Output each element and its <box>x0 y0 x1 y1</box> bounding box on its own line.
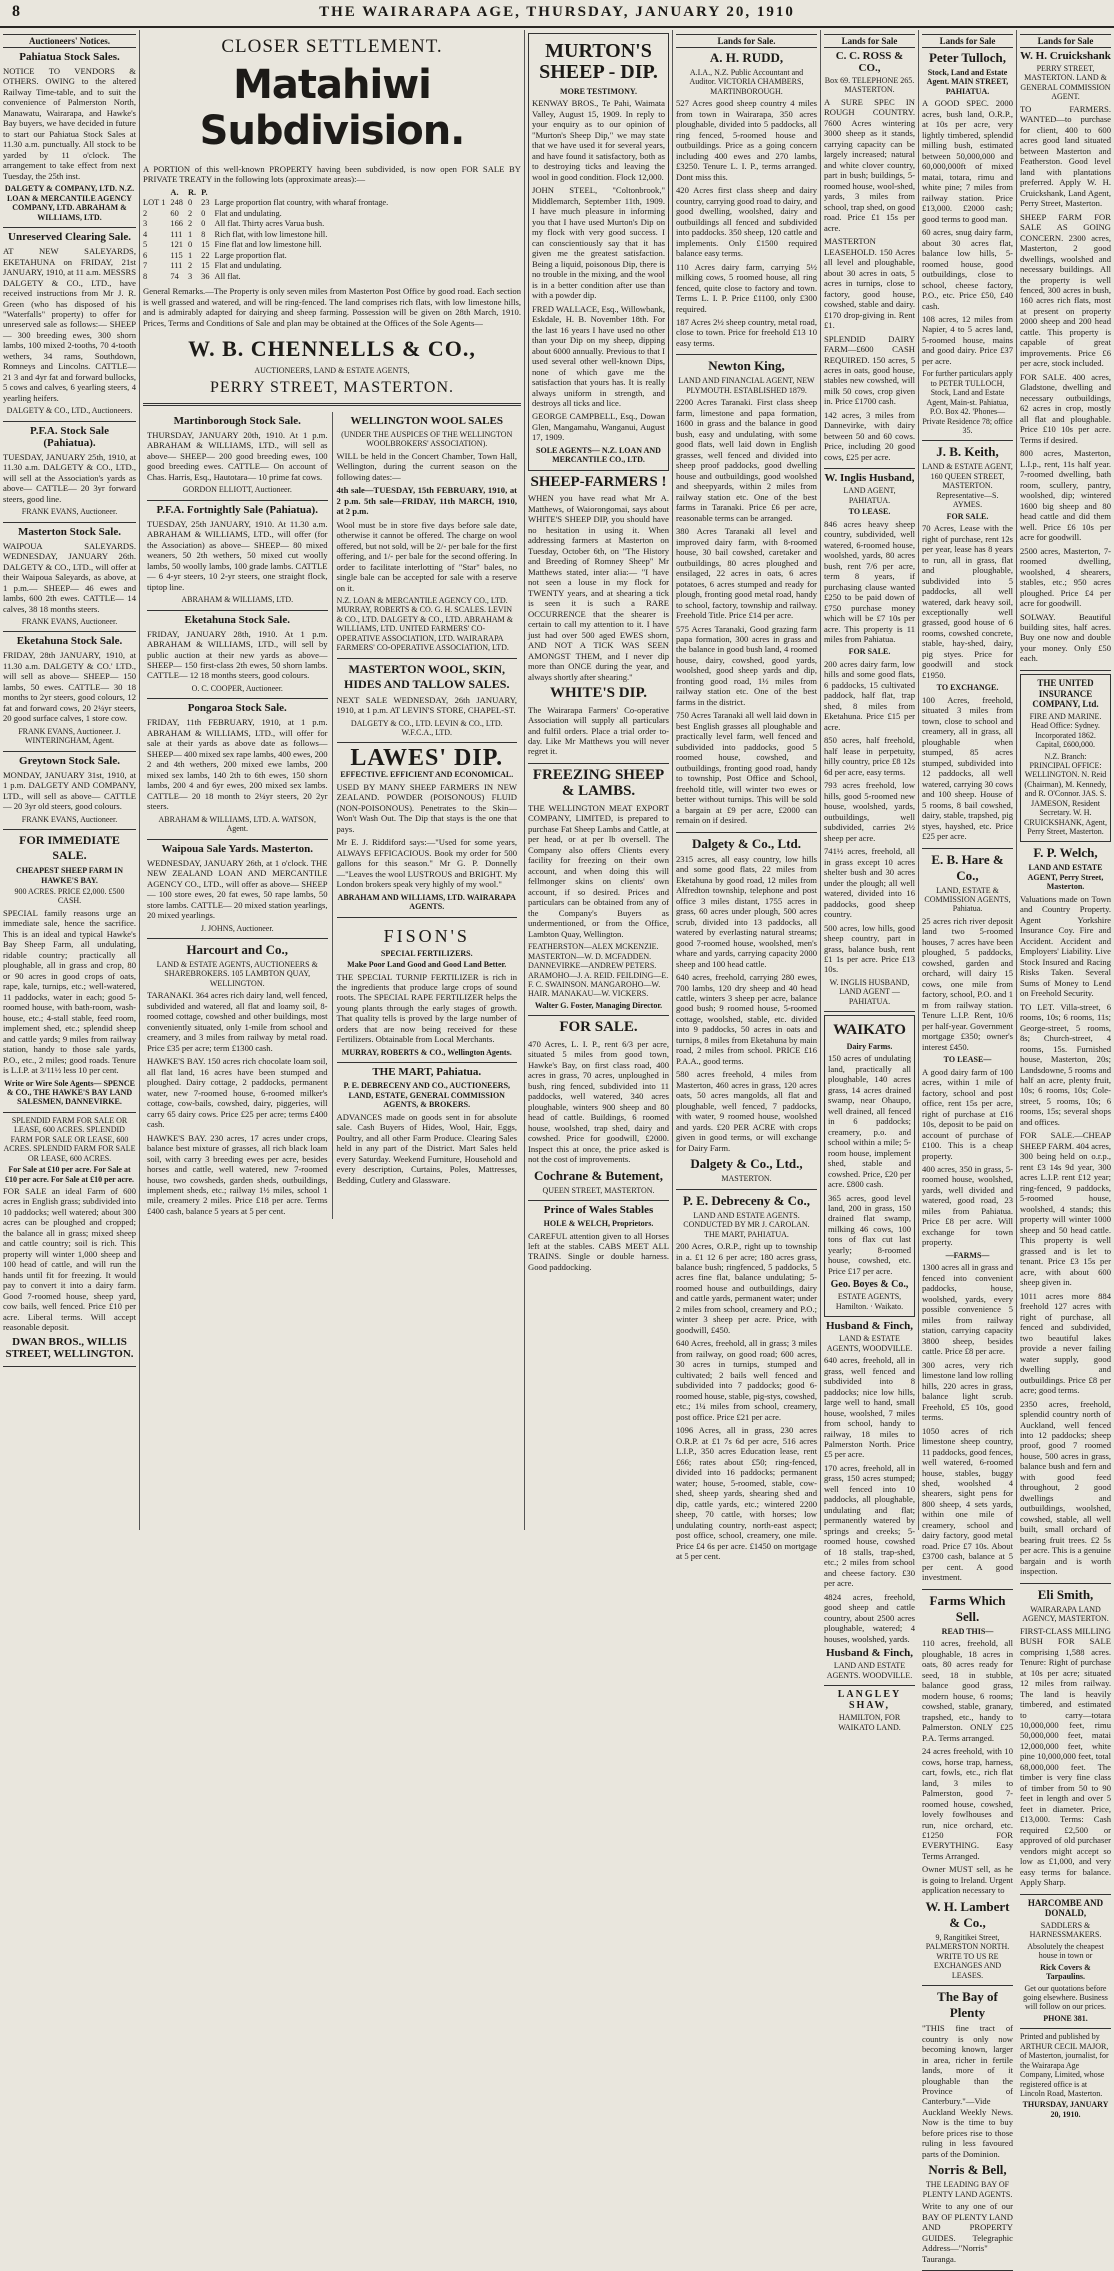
advert-signature: FRANK EVANS, Auctioneer. <box>21 507 118 517</box>
listing: TO FARMERS. WANTED—to purchase for client, 400 to 600 acres good land situated between Masterton and Featherston. Good level land with plantations preferred. Apply W. H. Cruickshank, Land Agent, Perry Street, Masterton. <box>1020 103 1111 209</box>
advert-signature: SOLE AGENTS— N.Z. LOAN AND MERCANTILE CO., LTD. <box>536 445 661 465</box>
advert-body: FRIDAY, JANUARY 28th, 1910. At 1 p.m. ABRAHAM & WILLIAMS, LTD., will sell by public auction at their new yards as above— SHEEP— 150 first-class 2th ewes, 50 shorn lambs. CATTLE— 12 18 months steers, good colours. <box>147 628 328 681</box>
advert-body: WILL be held in the Concert Chamber, Town Hall, Wellington, during the current season on the following dates:— <box>336 450 517 482</box>
advert-body: Valuations made on Town and Country Property. Agent Yorkshire Insurance Coy. Fire and Accident. Accident and Employers' Liability. Live Stock Insured and Racing Risks Taken. Several Sums of Money to Lend on Freehold Security. <box>1020 893 1111 999</box>
advert-body: Write to any one of our BAY OF PLENTY LAND AND PROPERTY GUIDES. Telegraphic Address—"Norris" Tauranga. <box>922 2201 1013 2264</box>
column-lands-3 <box>919 30 1017 2264</box>
advert-title: Eketahuna Stock Sale. <box>16 635 123 648</box>
testimonial: JOHN STEEL, "Coltonbrook," Middlemarch, September 11th, 1909. I have much pleasure in informing you that I have used Murton's Dip on my flock with very good success. I can conscientiously say that it has given me the greatest satisfaction. Being a liquid, poisonous Dip, there is no trouble in the mixing, and the wool is in a better condition after use than with a powder dip. <box>532 185 665 301</box>
listing: TO LET. Villa-street, 6 rooms, 10s; 6 rooms, 11s; George-street, 5 rooms, 8s; Church-street, 4 rooms, 15s. Furnished house, Masterton, 20s; Landsdowne, 5 rooms and half an acre, plenty fruit, 10s; 6 rooms, 10s; Cole-street, 5 rooms, 10s; 6 rooms, 15s; several shops and offices. <box>1020 1001 1111 1127</box>
advert-subtitle: P. E. DEBRECENY AND CO., AUCTIONEERS, LAND, ESTATE, GENERAL COMMISSION AGENTS, & BROKERS. <box>343 1081 511 1110</box>
advert-title: Harcourt and Co., <box>186 941 289 957</box>
advert-title: WAIKATO <box>833 1022 906 1039</box>
listing: 380 Acres Taranaki all level and improved dairy farm, with 8-roomed house, 30 bail cowshed, caretaker and outbuildings, 80 acres ploughed and ensilaged, 22 acres in oats, 6 acres potatoes, 6 acres stumped and ready for plough, fronting good metal road, handy to school, factory, township and railway. Freehold Title. Price £14 per acre. <box>676 526 817 621</box>
advert-body: SPLENDID FARM FOR SALE OR LEASE, 600 ACRES. SPLENDID FARM FOR SALE OR LEASE, 600 ACRES. SPLENDID FARM FOR SALE OR LEASE, 600 ACRES. <box>3 1115 136 1163</box>
advert-title: W. Inglis Husband, <box>824 472 915 485</box>
listing: 750 Acres Taranaki all well laid down in best English grasses all ploughable and practically level farm, well fenced and subdivided into paddocks, good 5 roomed house, cowshed, and outbuildings, fronting good road, handy to township, Post Office and School, freehold title, will winter two ewes or better without turnips. This will be sold a bargain at £9 per acre, £2000 can remain on if desired. <box>676 710 817 826</box>
listing: A SURE SPEC IN ROUGH COUNTRY. 7600 Acres wintering 3000 sheep as it stands, carrying capacity can be largely increased; natural and white clover country, part in bush; buildings, 5-roomed house, wool-shed, yards, 3 miles from school, trap shed, on good road. Price £1 15s per acre. <box>824 96 915 233</box>
advert-signature: Walter G. Foster, Managing Director. <box>534 1000 663 1010</box>
advert-subtitle: PERRY STREET, MASTERTON. LAND & GENERAL COMMISSION AGENT. <box>1020 64 1111 102</box>
advert-title: LAWES' DIP. <box>350 745 504 772</box>
advert-body: SPECIAL family reasons urge an immediate sale, hence the sacrifice. This is an ideal and typical Hawke's Bay Sheep Farm, all undulating, ridable country; practically all ploughable, all in grass and crop, 80 or 90 acres in good crops of oats, rape, kale, turnips, etc.; well-watered, 11 paddocks, water in each; good 5-roomed house, with bath-room, wash-house, etc.; 4-stall stable, feed room, implement shed, etc.; splendid sheep and cattle yards; 9 miles from railway station, handy to those sale yards, P.O., etc., 2 miles; good roads. Tenure is L.I.P. at 3/11½ less 10 per cent. <box>3 907 136 1076</box>
advert-body: FIRST-CLASS MILLING BUSH FOR SALE comprising 1,588 acres. Tenure: Right of purchase at 10s per acre; situated 12 miles from railway. The land is heavily timbered, and estimated to carry—totara 10,000,000 feet, rimu 50,000,000 feet, matai 12,000,000 feet, white pine 10,000,000 feet, total 68,000,000 feet. The timber is very fine class of timber from 50 to 90 feet in length and over 5 feet in diameter. Price, £13,000. Terms: Cash required £2,500 or approved of old purchaser vendors might accept so low as £1,000, and very easy terms for balance. Apply Sharp. <box>1020 1625 1111 1888</box>
chennells-subtitle: AUCTIONEERS, LAND & ESTATE AGENTS, <box>254 366 410 376</box>
advert-body: Mr E. J. Riddiford says:—"Used for some years, ALWAYS EFFICACIOUS. Book my order for 500 gallons for this season." Mr G. P. Donnelly—"Leaves the wool LUSTROUS and BRIGHT. My London brokers speak very highly of my wool." <box>336 837 517 890</box>
advert-subtitle: Dairy Farms. <box>846 1041 893 1051</box>
listing: SOLWAY. Beautiful building sites, half acres. Buy one now and double your money. Only £50 each. <box>1020 611 1111 664</box>
advert-section: TO EXCHANGE. <box>936 683 999 693</box>
advert-title: SHEEP-FARMERS ! <box>530 473 667 490</box>
advert-section: FOR SALE. <box>946 511 989 521</box>
chennells-address: PERRY STREET, MASTERTON. <box>209 378 455 396</box>
advert-title: WHITE'S DIP. <box>550 685 647 702</box>
advert-title: W. H. Cruickshank <box>1020 50 1111 62</box>
lot-cell: 15 <box>201 261 210 271</box>
advert-signature: Norris & Bell, <box>928 2162 1007 2178</box>
advert-address: 9, Rangitikei Street, PALMERSTON NORTH. WRITE TO US RE EXCHANGES AND LEASES. <box>925 1932 1010 1980</box>
lots-header-cell: R. <box>187 187 197 197</box>
advert-signature: FRANK EVANS, Auctioneer. <box>21 617 118 627</box>
advert-body: NOTICE TO VENDORS & OTHERS. OWING to the altered Railway Time-table, and to suit the convenience of Palmerston North, Manawatu, Wairarapa, and Hawke's Bay buyers, we have decided in future to start our Pahiatua Stock Sales at 11.30 a.m. punctually. All stock to be yarded by 11 o'clock. The arrangement to take effect from next Tuesday, the 25th inst. <box>3 66 136 181</box>
lot-cell: 111 <box>170 229 183 239</box>
advert-body: Wool must be in store five days before sale date, otherwise it cannot be offered. The charge on wool offered, but not sold, will be 2/- per bale for the first offering, and 1/- per bale for the second offering. In order to facilitate interlotting of "Star" bales, no single bale can be accepted for sale with a reserve on it. <box>336 519 517 593</box>
lot-cell: Rich flat, with low limestone hill. <box>214 229 328 239</box>
advert-cruickshank <box>1020 50 1111 671</box>
advert-signature: DALGETY & CO., LTD., Auctioneers. <box>6 406 133 416</box>
advert-body: USED BY MANY SHEEP FARMERS IN NEW ZEALAND. POWDER (POISONOUS) FLUID (NON-POISONOUS). Penetrates to the Skin—Won't Wash Out. The Dip that stays is the one that pays. <box>336 781 517 834</box>
advert-title: Newton King, <box>708 358 785 374</box>
advert-title: Husband & Finch, <box>825 1320 914 1333</box>
listing: 187 Acres 2½ sheep country, metal road, close to town. Price for freehold £13 10 easy terms. <box>676 317 817 348</box>
advert-body: The Wairarapa Farmers' Co-operative Association will supply all particulars and fulfil orders. Place a trial order to-day. Like Mr Matthews you will never regret it. <box>528 704 669 757</box>
section-heading: Auctioneers' Notices. <box>3 34 136 48</box>
listing: 2350 acres, freehold, splendid country north of Auckland, well fenced into 12 paddocks; sheep proof, good 7 roomed house, 500 acres in grass, balance bush and fern and with good feed throughout, 2 good dwellings and outbuildings, woolshed, cowshed, stable, all well built, small orchard of bearing fruit trees. £2 5s per acre. This is a genuine bargain and is worth inspection. <box>1020 1398 1111 1577</box>
lot-cell: Flat and undulating. <box>214 261 282 271</box>
advert-subtitle: Stock, Land and Estate Agent. MAIN STREET, PAHIATUA. <box>926 68 1009 96</box>
advert-signature: FRANK EVANS, Auctioneer. J. WINTERINGHAM, Agent. <box>18 726 121 746</box>
advert-title: P.F.A. Stock Sale (Pahiatua). <box>30 424 109 449</box>
advert-signature: J. JOHNS, Auctioneer. <box>200 923 274 933</box>
advert-title: LANGLEY SHAW, <box>837 1689 902 1712</box>
advert-body: NEXT SALE WEDNESDAY, 26th JANUARY, 1910, at 1 p.m. AT LEVIN'S STORE, CHAPEL-ST. <box>336 694 517 716</box>
lot-cell: Large proportion flat. <box>214 250 287 260</box>
advert-body: MONDAY, JANUARY 31st, 1910, at 1 p.m. DALGETY AND COMPANY, LTD., will sell as above— CATTLE— 20 3yr old steers, good colours. <box>3 769 136 812</box>
advert-section: TO LEASE— <box>943 1055 992 1065</box>
lot-cell: 115 <box>170 250 183 260</box>
advert-body: HAWKE'S BAY. 150 acres rich chocolate loam soil, all flat land, 16 acres have been stumped and ploughed. Dairy cottage, 2 paddocks, permanent water, new 7-roomed house, 6-roomed milker's cottage, cow-bails, cowshed, dairy, piggeries, will carry 65 dairy cows. Price £25 per acre; terms £400 cash. <box>147 1056 328 1130</box>
lots-header-cell: P. <box>201 187 208 197</box>
advert-title: Waipoua Sale Yards. Masterton. <box>161 842 313 855</box>
subdivision-intro: A PORTION of this well-known PROPERTY having been subdivided, is now open FOR SALE BY PRIVATE TREATY in the following lots (approximate areas):— <box>143 164 521 185</box>
advert-title: FOR IMMEDIATE SALE. <box>19 833 120 863</box>
imprint <box>1020 2032 1111 2119</box>
listing: 420 Acres first class sheep and dairy country, carrying good road to dairy, and good dwelling, woolshed, dairy and outbuildings all fenced and subdivided into paddocks. 350 sheep, 120 cattle and implements. Only £1500 required balance easy terms. <box>676 185 817 259</box>
advert-body: 470 Acres, L. I. P., rent 6/3 per acre, situated 5 miles from good town, Hawke's Bay, on first class road, 400 acres in grass, 70 acres, unploughed in bush, ring fenced, subdivided into 11 paddocks, well watered, 340 acres ploughable, winters 900 sheep and 80 head of cattle. Buildings, 6 roomed house, woolshed, trap shed, dairy and cowshed. Price for goodwill, £2000. Inspect this at once, the price asked is not the cost of improvements. <box>528 1038 669 1165</box>
advert-signature: Dalgety & Co., Ltd., <box>690 1156 803 1172</box>
advert-title: Greytown Stock Sale. <box>19 754 120 767</box>
listing: 640 acres, freehold, all in grass, well fenced and subdivided into 8 paddocks; nice low hills, large well to hand, small house, woolshed, 7 miles from school, handy to railway, 18 miles to Palmerston North. Price £5 per acre. <box>824 1355 915 1460</box>
lot-cell: 8 <box>201 229 206 239</box>
advert-signature: FRANK EVANS, Auctioneer. <box>21 814 118 824</box>
advert-signature: ABRAHAM & WILLIAMS, LTD. A. WATSON, Agent. <box>158 814 316 834</box>
lot-cell: 74 <box>170 271 179 281</box>
advert-bay-of-plenty <box>922 1989 1013 2271</box>
testimonial: GEORGE CAMPBELL, Esq., Dowan Glen, Mangamahu, Wanganui, August 17, 1909. <box>532 411 665 443</box>
advert-title: P.F.A. Fortnightly Sale (Pahiatua). <box>156 503 318 516</box>
lot-cell: Large proportion flat country, with wharaf frontage. <box>214 198 389 208</box>
advert-body: "THIS fine tract of country is only now becoming known, larger in area, richer in fertile lands, more of it ploughable than the Province of Canterbury."—Vide Auckland Weekly News. Now is the time to buy before prices rise to those ruling in less favoured parts of the Dominion. <box>922 2023 1013 2159</box>
advert-subtitle: EFFECTIVE. EFFICIENT AND ECONOMICAL. <box>340 770 514 780</box>
listing: Owner MUST sell, as he is going to Ireland. Urgent application necessary to <box>922 1864 1013 1896</box>
listing: 200 Acres, O.R.P., right up to township in a. £1 12 6 per acre; 180 acres grass, balance bush; ringfenced, 5 paddocks, 5 acres fine flat, balance undulating; 5-roomed house and outbuildings, dairy and cattle yards, permanent water; under 2 miles from school, creamery and P.O.; winter 3 sheep per acre. Price, with goodwill, £450. <box>676 1241 817 1335</box>
advert-body: THURSDAY, JANUARY 20th, 1910. At 1 p.m. ABRAHAM & WILLIAMS, LTD., will sell as above— SHEEP— 200 good breeding ewes, 100 good breeding ewes. CATTLE— On account of Chas. Harris, Esq., Hautotara— 10 prime fat cows. <box>147 429 328 482</box>
lot-cell: 6 <box>143 250 148 260</box>
lot-cell: Flat and undulating. <box>214 208 282 218</box>
advert-signature: HOLE & WELCH, Proprietors. <box>543 1219 654 1229</box>
advert-subtitle: SADDLERS & HARNESSMAKERS. <box>1029 1920 1102 1940</box>
advert-subtitle: Box 69. TELEPHONE 265. MASTERTON. <box>824 76 915 95</box>
listing: 150 acres of undulating land, practically all ploughable, 140 acres grass, 14 acres drained swamp, near Ohaupo, well drained, all fenced in 6 paddocks; creamery, p.o. and school within a mile; 5-room house, implement shed, stable and cowshed. Price, £20 per acre. £800 cash. <box>828 1053 911 1190</box>
advert-body: Absolutely the cheapest house in town or <box>1027 1941 1104 1961</box>
advert-subtitle: HAMILTON, FOR WAIKATO LAND. <box>838 1713 901 1732</box>
lot-cell: 22 <box>201 250 210 260</box>
listing: 25 acres rich river deposit land two 5-roomed houses, 7 acres have been ploughed, 5 paddocks, cowshed, garden and orchard, will dairy 15 cows, one mile from factory, school, P.O. and 1 m from railway station. Tenure L.I.P. Rent, 10/6 per half-year. Government mortgage £350; owner's interest £450. <box>922 915 1013 1052</box>
listing: 300 acres, very rich limestone land low rolling hills, 220 acres in grass, balance light scrub. Freehold, £5 10s, good terms. <box>922 1359 1013 1423</box>
advert-harcombe-donald <box>1020 1898 1111 2030</box>
listing: 2315 acres, all easy country, low hills and some good flats, 22 miles from Eketahuna by good road, 12 miles from Alfredton township, telephone and post office 3 miles distant, 1755 acres in grass, 60 acres under plough, 500 acres scrub, divided into 13 paddocks, all watered by everlasting natural streams; good 7-roomed house, woolshed, men's whare and yards, carrying capacity 2000 sheep and 100 head cattle. <box>676 853 817 969</box>
lot-cell: 4 <box>143 229 148 239</box>
advert-title: Prince of Wales Stables <box>543 1204 654 1217</box>
lots-header-cell: A. <box>170 187 179 197</box>
matahiwi-heading: Matahiwi Subdivision. <box>199 62 465 154</box>
listing: A GOOD SPEC. 2000 acres, bush land, O.R.P., at 10s per acre, very lightly timbered, splendid milling bush, estimated between 50,000,000 and 60,000,000ft of mixed matai, totara, rimu and white pine; 7 miles from railway station. Price £13,000. £2000 cash; good terms to good man. <box>922 98 1013 224</box>
listing: 1050 acres of rich limestone sheep country, 11 paddocks, good fences, well watered, 6-roomed house, stables, buggy shed, woolshed 4 shearers, sight pens for 800 sheep, 4 sets yards, within one mile of creamery, school and dairy factory, good metal road. Price £7 10s. About £3700 cash, balance at 5 per cent. A good investment. <box>922 1425 1013 1583</box>
advert-signature: O. C. COOPER, Auctioneer. <box>191 683 283 693</box>
advert-signature: W. INGLIS HUSBAND, LAND AGENT — PAHIATUA. <box>829 977 910 1006</box>
advert-title: F. P. Welch, <box>1033 845 1098 861</box>
advert-keith <box>922 444 1013 848</box>
advert-subtitle: READ THIS— <box>941 1626 994 1636</box>
listing: 365 acres, good level land, 200 in grass, 150 drained flat swamp, milking 46 cows, 100 tons of flax cut last yearly; 8-roomed house, cowshed, etc. Price £17 per acre. <box>828 1192 911 1276</box>
advert-signature: DALGETY & CO., LTD. LEVIN & CO., LTD. W.F.C.A., LTD. <box>350 718 503 738</box>
lot-cell: 0 <box>187 240 193 250</box>
advert-body: AT NEW SALEYARDS, EKETAHUNA on FRIDAY, 21st JANUARY, 1910, at 11 a.m. MESSRS DALGETY & CO., LTD., have received instructions from Mr J. R. Green (who has disposed of his "Waterfalls" property) to offer for unreserved sale as follows:— SHEEP— 300 breeding ewes, 300 shorn lambs, 100 mixed 2-tooths, 70 4-tooth wethers, 34 rams, Southdown, Romneys and Lincolns. CATTLE— 21 3 and 4yr fat and forward bullocks, 5 cows and calves, 6 yearling steers, 4 yearling heifers. <box>3 246 136 403</box>
advert-body: TARANAKI. 364 acres rich dairy land, well fenced, subdivided and watered, all flat and loamy soil, 8-roomed cottage, cowshed and other buildings, most conveniently situated, only 1-mile from school and creamery, and 3 miles from railway by metal road. Price £35 per acre; term £1300 cash. <box>147 990 328 1053</box>
advert-title: HARCOMBE AND DONALD, <box>1027 1897 1104 1919</box>
advert-subtitle: LAND AND FINANCIAL AGENT, NEW PLYMOUTH. ESTABLISHED 1879. <box>678 376 815 395</box>
advert-title: MURTON'S SHEEP - DIP. <box>539 40 658 83</box>
lot-cell: 5 <box>143 240 148 250</box>
closer-settlement-heading: CLOSER SETTLEMENT. <box>221 36 443 57</box>
lot-cell: 2 <box>187 261 193 271</box>
advert-price: For Sale at £10 per acre. For Sale at £10 per acre. For Sale at £10 per acre. <box>4 1165 134 1184</box>
advert-title: Martinborough Stock Sale. <box>173 414 301 427</box>
lot-cell: Fine flat and low limestone hill. <box>214 240 322 250</box>
advert-section: FOR SALE. <box>848 647 891 657</box>
advert-title: Eketahuna Stock Sale. <box>184 613 290 626</box>
advert-united-insurance <box>1020 674 1111 843</box>
advert-signature: DALGETY & COMPANY, LTD. N.Z. LOAN & MERCANTILE AGENCY COMPANY, LTD. ABRAHAM & WILLIAMS, LTD. <box>4 184 135 222</box>
testimonial: KENWAY BROS., Te Pahi, Waimata Valley, August 15, 1909. In reply to your enquiry as to our opinion of "Murton's Sheep Dip," we may state that we have used it for several years, and have found it satisfactory, both as to destroying ticks and leaving the wool in good condition. Flock 12,000. <box>532 98 665 182</box>
listing: 100 Acres, freehold, situated 3 miles from town, close to school and creamery, all in grass, all ploughable when stumped, 85 acres stumped, subdivided into 12 paddocks, all well watered, carrying 30 cows and 100 sheep. House of 5 rooms, 8 bail cowshed, dairy, stable, trapshed, pig styes, hayshed, etc. Price £25 per acre. <box>922 694 1013 842</box>
advert-section: —FARMS— <box>945 1250 990 1260</box>
listing: 575 Acres Taranaki, Good grazing farm papa formation, 300 acres in grass and the balance in good bush land, 4 roomed house, dairy, cowshed, good yards, woolshed, good sheep yards and dip, fronting good road, 1½ miles from railway station etc. One of the best farms in the district. <box>676 623 817 707</box>
lot-cell: 8 <box>143 271 148 281</box>
advert-tulloch <box>922 50 1013 441</box>
advert-subtitle: (UNDER THE AUSPICES OF THE WELLINGTON WOOLBROKERS' ASSOCIATION). <box>341 429 513 449</box>
lot-cell: 3 <box>187 271 193 281</box>
advert-subtitle: LAND AGENT, PAHIATUA. <box>843 486 896 505</box>
advert-body: FOR SALE an ideal Farm of 600 acres in English grass; subdivided into 10 paddocks; well watered; about 300 acres can be ploughed and cropped; the balance all in grass; mixed sheep and cattle country; soil is rich. This property will winter 1,000 sheep and 100 head of cattle, and will run the hands until fit for freezing. It would pay to convert it into a dairy farm. Good 7-roomed house, sheep yard, cow bails, well fenced. Price £10 per acre. Liberal terms. Will accept reasonable deposit. <box>3 1185 136 1333</box>
lot-cell: 36 <box>201 271 210 281</box>
listing: 200 acres dairy farm, low hills and some good flats, 6 paddocks, 15 cultivated paddock, half flat, trap shed, 8 miles from Eketahuna. Price £15 per acre. <box>824 658 915 732</box>
advert-signature: Geo. Boyes & Co., <box>830 1279 909 1291</box>
listing: 70 Acres, Lease with the right of purchase, rent 12s per year, lease has 8 years to run, all in grass, flat and ploughable, subdivided into 5 paddocks, all well watered, dark heavy soil, exceptionally well grassed, good house of 6 rooms, cowshed concrete, stable, hay-shed, dairy, pig styes. Price for goodwill and stock £1950. <box>922 523 1013 680</box>
advert-body: WAIPOUA SALEYARDS. WEDNESDAY, JANUARY 26th. DALGETY & CO., LTD., will offer at their Waipoua Saleyards, as above, at 1 p.m.— SHEEP— 46 ewes and lambs, 600 2th ewes. CATTLE— 14 calves, 38 18 months steers. <box>3 540 136 614</box>
advert-title: E. B. Hare & Co., <box>931 851 1004 883</box>
advert-body: ADVANCES made on goods sent in for absolute sale. Cash Buyers of Hides, Wool, Hair, Eggs, Poultry, and all other Farm Produce. Clearing Sales held in any part of the District. Mart Sales held every Saturday. Weekend Furniture, Household and every description, Curtains, Poles, Mattresses, Bedding, Cutlery and Glassware. <box>336 1111 517 1185</box>
advert-signature: ABRAHAM & WILLIAMS, LTD. <box>181 595 294 605</box>
lot-cell: 248 <box>170 198 183 208</box>
lot-cell: 0 <box>201 219 206 229</box>
advert-title: Peter Tulloch, <box>928 50 1007 65</box>
listing: 110 Acres dairy farm, carrying 5½ milking cows, 5 roomed house, all ring fenced, quite close to factory and town. Terms L. I. P. Price £1100, only £300 required. <box>676 261 817 314</box>
advert-subtitle: LAND AND ESTATE AGENT, Perry Street, Masterton. <box>1027 863 1104 892</box>
section-heading: Lands for Sale. <box>676 34 817 48</box>
advert-signature: ABRAHAM AND WILLIAMS, LTD. WAIRARAPA AGENTS. <box>337 892 516 912</box>
advert-subtitle: LAND & ESTATE AGENT, 160 QUEEN STREET, MASTERTON. Representative—S. AYMES. <box>922 462 1013 510</box>
advert-signature: MURRAY, ROBERTS & CO., Wellington Agents. <box>341 1047 512 1057</box>
listing: 1300 acres all in grass and fenced into convenient paddocks, house, woolshed, yards, every possible convenience 5 miles from railway station, carrying capacity 3800 sheep, besides cattle. Price £8 per acre. <box>922 1262 1013 1357</box>
advert-body: Make Poor Land Good and Good Land Better. <box>347 960 507 970</box>
listing: 1096 Acres, all in grass, 230 acres O.R.P. at £1 7s 6d per acre, 516 acres L.I.P., 350 acres Education lease, rent £66; rates about £50; ring-fenced, divided into 16 paddocks; permanent water; house, 5-roomed, stable, cow-shed, sheep yards, shearing shed and dip, cattle yards, etc.; wintered 2200 sheep, 70 cattle, with horses; low undulating country, north-east aspect; post office, school, creamery, one mile. Price £4 6s per acre. £1450 on mortgage at 5 per cent. <box>676 1425 817 1562</box>
advert-body: HAWKE'S BAY. 230 acres, 17 acres under crops, balance best mixture of grasses, all rich black loam soil, with carry 3 breeding ewes per acre, besides horses and cattle, well watered, new 7-roomed house, two cowsheds, garden sheds, outbuildings, implement sheds, etc.; railway 1½ miles, school 1 mile, creamery 2 miles. Price £18 per acre. Terms £400 cash, balance 5 years at 5 per cent. <box>147 1132 328 1216</box>
listing: 1011 acres more 884 freehold 127 acres with right of purchase, all fenced and subdivided, two beautiful lakes provide a never failing water supply, good dwelling and outbuildings. Price £8 per acre; good terms. <box>1020 1290 1111 1396</box>
advert-title: A. H. RUDD, <box>709 50 784 65</box>
lot-cell: All flat. <box>214 271 241 281</box>
listing: 640 acres, freehold, carrying 280 ewes, 700 lambs, 120 dry sheep and 40 head cattle, winters 3 sheep per acre, balance good bush; 9 roomed house, 5-roomed cottage, woolshed, stable, etc. divided into 9 paddocks, 50 acres in oats and turnips, 8 miles from Eketahuna by main road, 2 miles from school. PRICE £16 P.A.A., good terms. <box>676 972 817 1066</box>
advert-signature: Write or Wire Sole Agents— SPENCE & CO., THE HAWKE'S BAY LAND SALESMEN, DANNEVIRKE. <box>3 1078 136 1107</box>
listing: 4824 acres, freehold, good sheep and cattle country, about 2500 acres ploughable, watered; 4 houses, woolshed, yards. <box>824 1591 915 1644</box>
advert-title: FISON'S <box>383 925 470 946</box>
advert-body: FRIDAY, 28th JANUARY, 1910, at 11.30 a.m. DALGETY & CO.' LTD., will sell as above— SHEEP— 150 lambs, 50 ewes. CATTLE— 30 18 months to 2yr steers, good colours, 12 fat and forward cows, 20 2¼yr steers, 20 good surface calves, 1 store cow. <box>3 650 136 724</box>
advert-title: Dalgety & Co., Ltd. <box>691 835 802 851</box>
advert-title: Masterton Stock Sale. <box>18 525 121 538</box>
advert-subtitle: LAND & ESTATE AGENTS, WOODVILLE. <box>826 1334 913 1353</box>
listing: 2200 Acres Taranaki. First class sheep farm, limestone and papa formation, 1600 in grass and the balance in good bush, easy and undulating, with some good flats, well laid down in English grasses, well fenced and divided into sheep proof paddocks, good dwelling house and outbuildings, good woolshed and sheepyards, within 2 miles from railway station etc. One of the best farms in Taranaki. Price £6 per acre, reasonable terms can be arranged. <box>676 397 817 523</box>
advert-body: TUESDAY, 25th JANUARY, 1910. At 11.30 a.m. ABRAHAM & WILLIAMS, LTD., will offer (for the Association) as above— SHEEP— 80 mixed weaners, 50 2th wethers, 50 mixed cut woolly lambs, 50 woolly lambs, 100 grade lambs. CATTLE— 6 4-yr steers, 10 2-yr steers, one straight flock, tiptop line. <box>147 518 328 592</box>
advert-price: 900 ACRES. PRICE £2,000. £500 CASH. <box>14 886 125 906</box>
page-number: 8 <box>12 3 20 20</box>
advert-signature: For further particulars apply to PETER TULLOCH, Stock, Land and Estate Agent, Main-st. Pahiatua, P.O. Box 42. 'Phones—Private Residence 78; office 35. <box>922 369 1013 436</box>
advert-title: THE MART, Pahiatua. <box>372 1066 482 1079</box>
column-lands-4 <box>1017 30 1114 2119</box>
lot-cell: All flat. Thirty acres Varua bush. <box>214 219 325 229</box>
advert-title: The Bay of Plenty <box>937 1989 998 2021</box>
lot-cell: 2 <box>187 219 193 229</box>
advert-address: MASTERTON. <box>721 1174 772 1184</box>
advert-subtitle: SPECIAL FERTILIZERS. <box>380 948 473 958</box>
advert-title: Pongaroa Stock Sale. <box>187 702 287 715</box>
listing: FOR SALE.—CHEAP SHEEP FARM. 404 acres, 300 being held on o.r.p., rent £3 14s 9d year, 300 acres L.I.P. rent £12 year; ring-fenced, 9 paddocks, 5-roomed house, woolshed, 4 stands; this property will winter 1000 sheep and 50 head cattle. This property is well grassed and is let to tenant. Price £3 15s per acre, with about 600 sheep given in. <box>1020 1130 1111 1288</box>
advert-signature: DWAN BROS., WILLIS STREET, WELLINGTON. <box>5 1335 134 1360</box>
advert-body: WEDNESDAY, JANUARY 26th, at 1 o'clock. THE NEW ZEALAND LOAN AND MERCANTILE AGENCY CO., LTD., will offer as above— SHEEP— 100 store ewes, 20 fat ewes, 50 rape lambs, 50 store lambs. CATTLE— 20 mixed station yearlings, 20 mixed yearlings. <box>147 857 328 921</box>
advert-title: FREEZING SHEEP & LAMBS. <box>532 766 665 800</box>
listing: 60 acres, snug dairy farm, about 30 acres flat, balance low hills, 5-roomed house, good outbuildings, close to school, cheese factory, P.O., etc. Price £50, £40 cash. <box>922 227 1013 311</box>
advert-subtitle: MORE TESTIMONY. <box>560 87 637 96</box>
lot-cell: 2 <box>143 208 148 218</box>
advert-welch <box>1020 845 1111 1583</box>
advert-title: MASTERTON WOOL, SKIN, HIDES AND TALLOW SALES. <box>344 661 510 691</box>
listing: 850 acres, half freehold, half lease in perpetuity, hilly country, price £8 12s 6d per acre, easy terms. <box>824 735 915 777</box>
lot-cell: 1 <box>187 250 193 260</box>
advert-signature: GORDON ELLIOTT, Auctioneer. <box>182 485 292 495</box>
listing: 108 acres, 12 miles from Napier, 4 to 5 acres land, 5-roomed house, mains and good dairy. Price £37 per acre. <box>922 314 1013 366</box>
advert-subtitle: WAIRARAPA LAND AGENCY, MASTERTON. <box>1022 1604 1109 1624</box>
lot-cell: 3 <box>143 219 148 229</box>
listing: 24 acres freehold, with 10 cows, horse trap, harness, cart, fowls, etc., rich flat land, 3 miles to Palmerston, good 7-roomed house, cowshed, lovely fowlhouses and run, nice orchard, etc. £1250 FOR EVERYTHING. Easy Terms Arranged. <box>922 1746 1013 1861</box>
lot-cell: 15 <box>201 240 210 250</box>
advert-title: THE UNITED INSURANCE COMPANY, Ltd. <box>1032 677 1099 710</box>
advert-subtitle: LAND, ESTATE & COMMISSION AGENTS, Pahiatua. <box>924 885 1011 914</box>
listing: 2500 acres, Masterton, 7-roomed dwelling, woolshed, 4 shearers, stables, etc.; 950 acres ploughed. Price £4 per acre for goodwill. <box>1020 545 1111 609</box>
masthead-title: THE WAIRARAPA AGE, THURSDAY, JANUARY 20, 1910 <box>319 4 795 20</box>
chennells-name: W. B. CHENNELLS & CO., <box>188 336 476 362</box>
lot-cell: 121 <box>170 240 183 250</box>
advert-body: CAREFUL attention given to all Horses left at the stables. CABS MEET ALL TRAINS. Single or double harness. Good paddocking. <box>528 1230 669 1272</box>
lot-cell: 166 <box>170 219 183 229</box>
listing: FOR SALE. 400 acres, Gladstone, dwelling and necessary outbuildings, 62 acres in crop, mostly all flat and ploughable. Price £10 10s per acre. Terms if desired. <box>1020 371 1111 445</box>
advert-subtitle: LAND AND ESTATE AGENTS. CONDUCTED BY MR J. CAROLAN. THE MART, PAHIATUA. <box>683 1210 810 1239</box>
advert-title: Farms Which Sell. <box>929 1592 1006 1624</box>
advert-subtitle: THE LEADING BAY OF PLENTY LAND AGENTS. <box>922 2180 1013 2199</box>
advert-signature: W. H. Lambert & Co., <box>925 1898 1010 1930</box>
listing: 170 acres, freehold, all in grass, 150 acres stumped; well fenced into 10 paddocks, all ploughable, undulating and flat; permanently watered by springs and creeks; 5-roomed house, cowshed of 18 stalls, trap-shed, etc.; 2 miles from school and cheese factory. £30 per acre. <box>824 1462 915 1589</box>
advert-langley-shaw <box>824 1689 915 1732</box>
advert-signature: Husband & Finch, <box>825 1647 914 1660</box>
listing: 110 acres, freehold, all ploughable, 18 acres in oats, 80 acres ready for seed, 18 in stubble, balance good grass, modern house, 6 rooms; cowshed, stable, granary, trapshed, etc., handy to Palmerston. ONLY £25 P.A. Terms arranged. <box>922 1638 1013 1743</box>
listing: MASTERTON LEASEHOLD. 150 Acres all level and ploughable, about 30 acres in oats, 5 acres in turnips, close to factory, good house, cowshed, stable and dairy. £170 drop-giving in. Rent £1. <box>824 236 915 331</box>
listing: 400 acres, 350 in grass, 5-roomed house, woolshed, yards, well divided and watered, good road, 23 miles from Pahiatua. Price £8 per acre. Will exchange for town property. <box>922 1164 1013 1248</box>
advert-body: TUESDAY, JANUARY 25th, 1910, at 11.30 a.m. DALGETY & CO., LTD., will sell at the Association's yards as above— CATTLE— 20 3yr forward steers, good line. <box>3 451 136 504</box>
advert-section: TO LEASE. <box>848 507 891 517</box>
lot-cell: 1 <box>187 229 193 239</box>
advert-subtitle: LAND & ESTATE AGENTS, AUCTIONEERS & SHAREBROKERS. 105 LAMBTON QUAY, WELLINGTON. <box>156 959 318 988</box>
lot-cell: 0 <box>201 208 206 218</box>
advert-address: ESTATE AGENTS, Hamilton. · Waikato. <box>835 1292 904 1311</box>
imprint-text: Printed and published by ARTHUR CECIL MAJOR, of Masterton, journalist, for the Wairarapa Age Company, Limited, whose registered office is at Lincoln Road, Masterton. <box>1020 2032 1109 2098</box>
advert-body: THE WELLINGTON MEAT EXPORT COMPANY, LIMITED, is prepared to purchase Fat Sheep Lambs and Cattle, at per head, or at per lb oversell. The Company also offers Clients every facility for freezing on their own account, and when doing this will fellmonger skins on clients' own account, if so desired. Prices and particulars can be obtained from any of the Company's Buyers as undermentioned, or from the Office, Lambton Quay, Wellington. <box>528 802 669 939</box>
listing: 846 acres heavy sheep country, subdivided, well watered, 6-roomed house, woolshed, yards, 80 acres bush, rent 7/6 per acre, term 8 years, if purchasing clause wanted £250 to be paid down of £750 purchase money which will be £7 10s per acre. This property is 11 miles from Pahiatua. <box>824 518 915 644</box>
advert-hare <box>922 852 1013 1590</box>
lot-cell: 7 <box>143 261 148 271</box>
listing: 142 acres, 3 miles from Dannevirke, with dairy between 50 and 60 cows. Price, including 20 good cows, £25 per acre. <box>824 409 915 462</box>
advert-signature: N.Z. LOAN & MERCANTILE AGENCY CO., LTD. MURRAY, ROBERTS & CO. G. H. SCALES. LEVIN & CO., LTD. DALGETY & CO., LTD. ABRAHAM & WILLIAMS, LTD. UNITED FARMERS' CO-OPERATIVE ASSOCIATION, LTD. WAIRARAPA FARMERS' CO-OPERATIVE ASSOCIATION, LTD. <box>336 596 513 653</box>
listing: A good dairy farm of 100 acres, within 1 mile of factory, school and post office, rent 15s per acre, right of purchase at £16 10s, deposit to be paid on account of purchase of £100. This is a cheap property. <box>922 1066 1013 1161</box>
advert-signature: Cochrane & Butement, <box>534 1167 663 1183</box>
section-heading: Lands for Sale <box>824 34 915 48</box>
lot-cell: 23 <box>201 198 210 208</box>
lot-cell: 60 <box>170 208 179 218</box>
advert-eli-smith <box>1020 1587 1111 1895</box>
advert-body: FRIDAY, 11th FEBRUARY, 1910, at 1 p.m. ABRAHAM & WILLIAMS, LTD., will offer for sale at their yards as above date as follows— SHEEP— 400 mixed sex rape lambs, 400 ewes, 200 2 and 4th wethers, 200 mixed ewe lambs, 200 mixed sex lambs, 140 2th to 6th ewes, 150 shorn lambs, 200 4 and 6yr ewes, 200 mixed sex lambs. CATTLE— 20 18 month to 2¼yr steers, 20 2yr steers. <box>147 717 328 812</box>
advert-address: QUEEN STREET, MASTERTON. <box>542 1185 655 1195</box>
listing: 640 Acres, freehold, all in grass; 3 miles from railway, on good road; 600 acres, 30 acres in turnips, stumped and cultivated; 2 bails well fenced and subdivided into 7 paddocks; good 6-roomed house, stable, pig-stys, cowshed, etc.; 1¼ miles from school, creamery, post office. Price £21 per acre. <box>676 1338 817 1422</box>
advert-title: FOR SALE. <box>559 1019 638 1036</box>
advert-agents: FEATHERSTON—ALEX MCKENZIE. MASTERTON—W. D. MCFADDEN. DANNEVIRKE—ANDREW PETERS. ARAMOHO—J. A. REID. FEILDING—E. F. C. SWAINSON. MANGAROHO—W. HAIR. MANAKAU—W. VICKERS. <box>528 942 669 999</box>
advert-title: Eli Smith, <box>1037 1586 1094 1602</box>
testimonial: FRED WALLACE, Esq., Willowbank, Eskdale, H. B. November 18th. For the last 16 years I have used no other than your Dip on my sheep, dipping about 6000 annually. Previous to that I used several other well-known Dips, none of which gave me the satisfaction that yours has. It is really always uniform in strength, and destroys all ticks and lice. <box>532 303 665 408</box>
advert-body: THE SPECIAL TURNIP FERTILIZER is rich in the ingredients that produce large crops of sound roots. The SPECIAL RAPE FERTILIZER helps the young plants through the early stages of growth. That quality tells is proved by the large number of orders that are now being received for these Fertilizers. Obtainable from Local Merchants. <box>336 971 517 1045</box>
listing: 741½ acres, freehold, all in grass except 10 acres shelter bush and 30 acres under the plough; all well watered, divided into 16 paddocks, good sheep country. <box>824 846 915 920</box>
advert-title: C. C. ROSS & CO., <box>835 50 904 74</box>
advert-title: WELLINGTON WOOL SALES <box>350 414 503 427</box>
general-remarks: General Remarks.—The Property is only seven miles from Masterton Post Office by good road. Each section is well grassed and watered, and will be ring-fenced. The land comprises rich flats, with low limestone hills, and is admirably adapted for dairying and sheep farming. Possession will be given on 28th March, 1910. Prices, Terms and Conditions of Sale and plan may be obtained at the Offices of the Sole Agents— <box>143 286 521 328</box>
advert-subtitle: FIRE AND MARINE. Head Office: Sydney. Incorporated 1862. Capital, £600,000. <box>1029 711 1102 750</box>
listing: SPLENDID DAIRY FARM—£600 CASH REQUIRED. 150 acres, 5 acres in oats, good house, stables new cowshed, will milk 50 cows, crop given in. Price £1700 cash. <box>824 333 915 407</box>
listing: 500 acres, low hills, good sheep country, part in grass, balance bush, rent £1 1s per acre. Price £13 10s. <box>824 922 915 975</box>
lot-cell: 2 <box>187 208 193 218</box>
advert-farms-which-sell <box>922 1593 1013 1986</box>
listing: 800 acres, Masterton, L.I.p., rent, 11s half year. 7-roomed dwelling, bath room, scullery, pantry, woolshed, dip; wintered 1600 big sheep and 80 head cattle and did them well. Price £6 10s per acre for goodwill. <box>1020 448 1111 543</box>
advert-subtitle: CHEAPEST SHEEP FARM IN HAWKE'S BAY. <box>15 866 124 885</box>
advert-title: Unreserved Clearing Sale. <box>8 231 131 244</box>
advert-phone: PHONE 381. <box>1043 2013 1088 2023</box>
advert-dates: 4th sale—TUESDAY, 15th FEBRUARY, 1910, at 2 p.m. 5th sale—FRIDAY, 11th MARCH, 1910, at 2 p.m. <box>336 485 517 517</box>
imprint-date: THURSDAY, JANUARY 20, 1910. <box>1022 2100 1109 2119</box>
section-heading: Lands for Sale <box>1020 34 1111 48</box>
listing: 580 acres freehold, 4 miles from Masterton, 460 acres in grass, 120 acres oats, 50 acres mangolds, all flat and ploughable, well fenced, 7 paddocks, with water, 9 roomed house, woolshed and yards. £20 PER ACRE with crops given in good terms, or will exchange for Dairy Farm. <box>676 1069 817 1153</box>
advert-subtitle: A.I.A., N.Z. Public Accountant and Auditor. VICTORIA CHAMBERS, MARTINBOROUGH. <box>689 68 804 96</box>
section-heading: Lands for Sale <box>922 34 1013 48</box>
advert-body: Get our quotations before going elsewhere. Business will follow on our prices. <box>1023 1983 1108 2012</box>
listing: SHEEP FARM FOR SALE AS GOING CONCERN. 2300 acres, Masterton, 2 good dwellings, woolshed and necessary buildings. All the property is well fenced, 300 acres in bush, 160 acres rich flats, most at present on property 2000 sheep and 200 head cattle. This property is capable of great improvements. Price £6 per acre, stock included. <box>1020 211 1111 369</box>
listing: 793 acres freehold, low hills, good 5-roomed new house, woolshed, yards, outbuildings, well subdivided, carries 2½ sheep per acre. <box>824 780 915 843</box>
advert-title: J. B. Keith, <box>936 444 999 460</box>
advert-address: LAND AND ESTATE AGENTS. WOODVILLE. <box>826 1661 913 1680</box>
advert-title: P. E. Debreceny & Co., <box>682 1192 811 1208</box>
lot-cell: 111 <box>170 261 183 271</box>
advert-body: N.Z. Branch: PRINCIPAL OFFICE: WELLINGTON. N. Reid (Chairman), M. Kennedy, and R. O'Connor. JAS. S. JAMESON, Resident Secretary. W. H. CRUICKSHANK, Agent, Perry Street, Masterton. <box>1024 751 1107 837</box>
advert-title: Pahiatua Stock Sales. <box>19 51 120 63</box>
lot-cell: LOT 1 <box>143 198 166 208</box>
lot-cell: 0 <box>187 198 193 208</box>
advert-body: Rick Covers & Tarpaulins. <box>1040 1962 1091 1982</box>
listing: 527 Acres good sheep country 4 miles from town in Wairarapa, 350 acres ploughable, divided into 5 paddocks, all ring fenced, 5-roomed house and outbuildings. Price as a going concern including 400 ewes and 270 lambs, £3250. Tenure L. I. P., terms arranged. Dont miss this. <box>676 98 817 182</box>
advert-body: WHEN you have read what Mr A. Matthews, of Waiorongomai, says about WHITE'S SHEEP DIP, you should have no hesitation in using it. When addressing farmers at Masterton on Tuesday, October 6th, on "The History and Breeding of Romney Sheep" Mr Matthews stated, inter alia:— "I have not seen a louse in my flock for TWENTY years, and at shearing a tick is seen it is such a RARE OCCURRENCE that the shearer is certain to call my attention to it. I have just had over 500 aged EWES shorn, AND NOT A TICK WAS SEEN AMONGST THEM, and I never dip more than ONCE during the year, and always shortly after shearing." <box>528 493 669 682</box>
